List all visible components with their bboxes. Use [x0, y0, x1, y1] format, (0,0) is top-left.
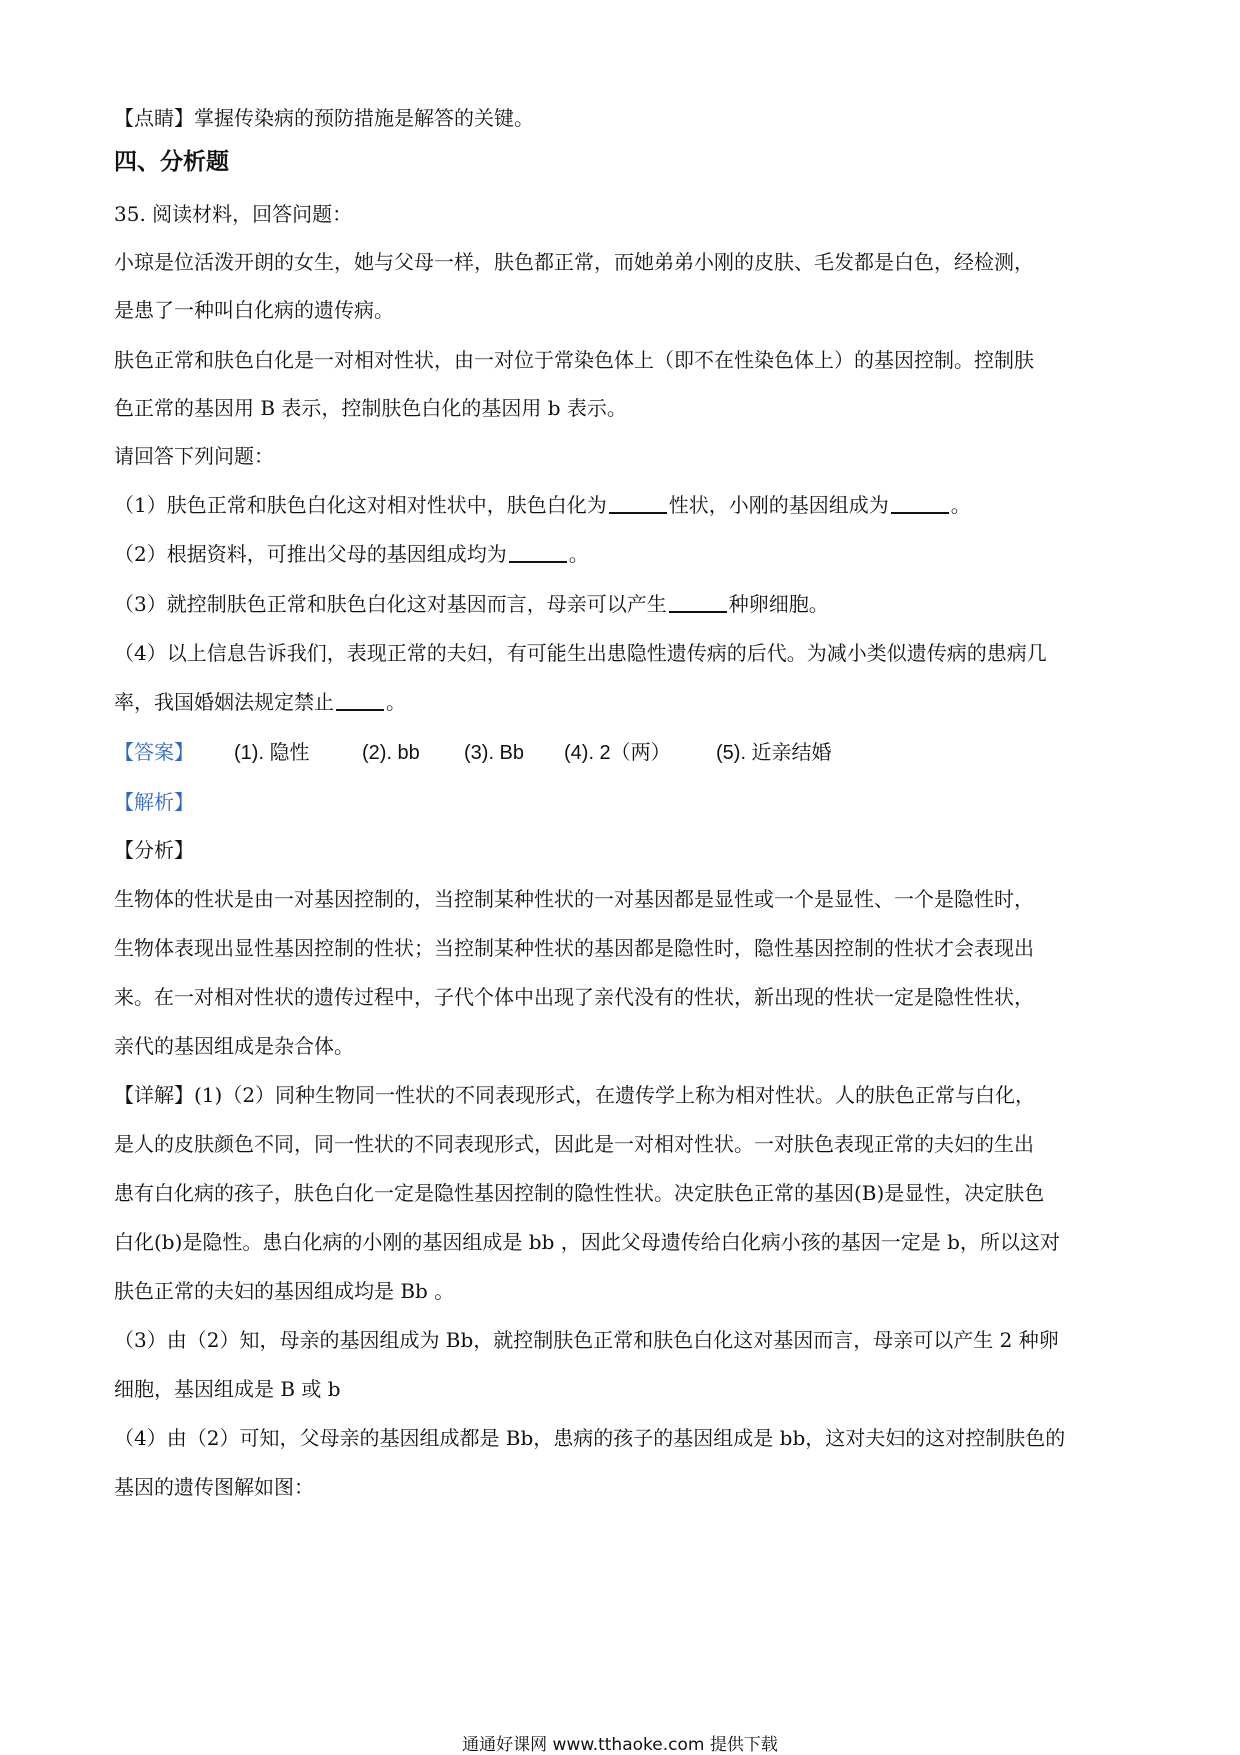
answer-blank[interactable]	[509, 541, 567, 563]
question-title: 35. 阅读材料，回答问题：	[114, 202, 353, 226]
material-line: 请回答下列问题：	[114, 444, 274, 468]
analysis-line: 生物体的性状是由一对基因控制的，当控制某种性状的一对基因都是显性或一个是显性、一个是隐性时，	[114, 887, 1034, 911]
analysis-line: 生物体表现出显性基因控制的性状；当控制某种性状的基因都是隐性时，隐性基因控制的性状才会表现出	[114, 936, 1034, 960]
question-4-line-1: （4）以上信息告诉我们，表现正常的夫妇，有可能生出患隐性遗传病的后代。为减小类似遗传病的患病几	[114, 641, 1047, 665]
analysis-line: 亲代的基因组成是杂合体。	[114, 1034, 354, 1058]
material-line: 小琼是位活泼开朗的女生，她与父母一样，肤色都正常，而她弟弟小刚的皮肤、毛发都是白色，经检测，	[114, 250, 1034, 274]
analysis-line: 来。在一对相对性状的遗传过程中，子代个体中出现了亲代没有的性状，新出现的性状一定是隐性性状，	[114, 985, 1034, 1009]
answer-blank[interactable]	[336, 689, 384, 711]
answer-row	[114, 738, 1134, 767]
answer-blank[interactable]	[891, 492, 949, 514]
question-2-text-a: （2）根据资料，可推出父母的基因组成均为	[114, 542, 507, 566]
question-1-text-c: 。	[950, 493, 971, 517]
page-footer: 通通好课网 www.tthaoke.com 提供下载	[462, 1735, 778, 1755]
detail-line: 是人的皮肤颜色不同，同一性状的不同表现形式，因此是一对相对性状。一对肤色表现正常的夫妇的生出	[114, 1132, 1034, 1156]
answer-blank[interactable]	[609, 492, 667, 514]
detail-line: 细胞，基因组成是 B 或 b	[114, 1377, 341, 1401]
answer-item: (3). Bb	[464, 742, 525, 764]
question-3-text-b: 种卵细胞。	[728, 592, 829, 616]
answer-item: (2). bb	[362, 742, 420, 764]
question-4-text-a: 率，我国婚姻法规定禁止	[114, 690, 334, 714]
answer-item: (4). 2（两）	[564, 742, 671, 764]
question-2	[114, 540, 1134, 568]
answer-blank[interactable]	[669, 591, 727, 613]
analysis-sub-label: 【分析】	[114, 838, 194, 862]
question-3	[114, 590, 1134, 618]
detail-line: 基因的遗传图解如图：	[114, 1475, 314, 1499]
question-1	[114, 491, 1134, 519]
detail-line: （3）由（2）知，母亲的基因组成为 Bb，就控制肤色正常和肤色白化这对基因而言，母亲可以产生 2 种卵	[114, 1328, 1059, 1352]
material-line: 是患了一种叫白化病的遗传病。	[114, 298, 394, 322]
question-2-text-b: 。	[568, 542, 589, 566]
answer-label: 【答案】	[114, 740, 194, 764]
point-note: 【点睛】掌握传染病的预防措施是解答的关键。	[114, 106, 534, 130]
answer-item: (5). 近亲结婚	[716, 742, 832, 764]
material-line: 色正常的基因用 B 表示，控制肤色白化的基因用 b 表示。	[114, 396, 627, 420]
question-1-text-a: （1）肤色正常和肤色白化这对相对性状中，肤色白化为	[114, 493, 607, 517]
question-4-text-b: 。	[386, 690, 406, 714]
detail-line: 肤色正常的夫妇的基因组成均是 Bb 。	[114, 1279, 455, 1303]
analysis-label: 【解析】	[114, 790, 194, 814]
detail-line: （4）由（2）可知，父母亲的基因组成都是 Bb，患病的孩子的基因组成是 bb，这对夫妇的这对控制肤色的	[114, 1426, 1066, 1450]
question-4-line-2	[114, 688, 1134, 716]
section-heading: 四、分析题	[114, 149, 229, 175]
detail-line: 白化(b)是隐性。患白化病的小刚的基因组成是 bb ，因此父母遗传给白化病小孩的基因一定是 b，所以这对	[114, 1230, 1060, 1254]
question-3-text-a: （3）就控制肤色正常和肤色白化这对基因而言，母亲可以产生	[114, 592, 667, 616]
question-1-text-b: 性状，小刚的基因组成为	[668, 493, 889, 517]
material-line: 肤色正常和肤色白化是一对相对性状，由一对位于常染色体上（即不在性染色体上）的基因控制。控制肤	[114, 348, 1034, 372]
detail-line: 患有白化病的孩子，肤色白化一定是隐性基因控制的隐性性状。决定肤色正常的基因(B)是显性，决定肤色	[114, 1181, 1045, 1205]
answer-item: (1). 隐性	[234, 742, 310, 764]
detail-line: 【详解】(1)（2）同种生物同一性状的不同表现形式，在遗传学上称为相对性状。人的肤色正常与白化，	[114, 1083, 1036, 1107]
